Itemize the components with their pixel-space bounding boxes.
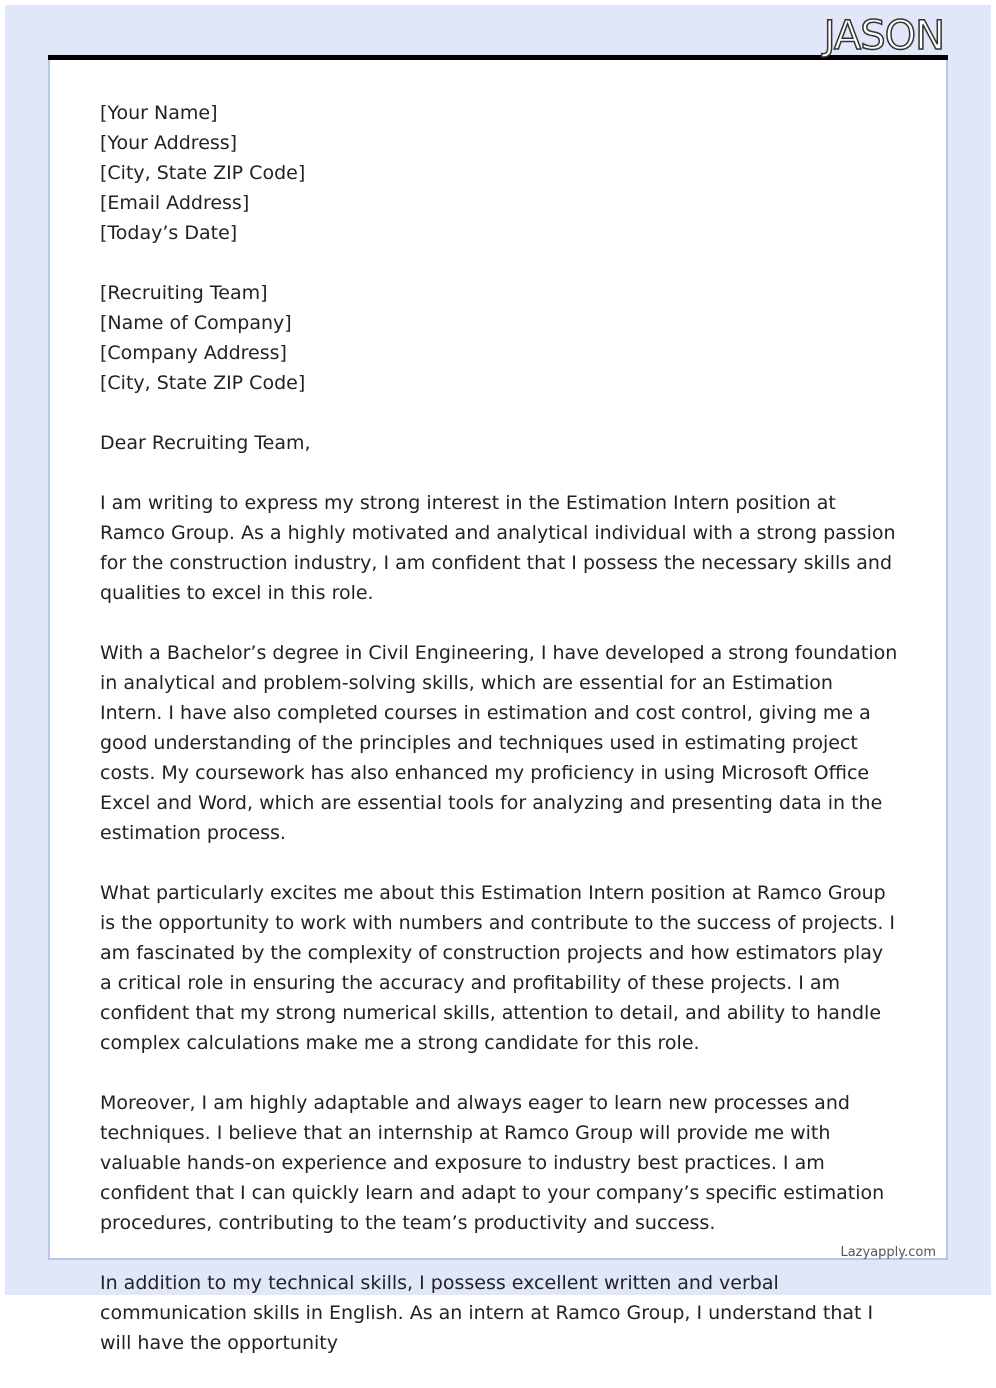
body-paragraph-4: Moreover, I am highly adaptable and always eager to learn new processes and techniques. I believe that an internship at Ramco Group will provide me with valuable hands-on experience and exposure to industry best practices. I am confident that I can quickly learn and adapt to your company’s specific estimation procedures, contributing to the team’s productivity and success.: [100, 1092, 885, 1234]
spacer: [100, 248, 900, 278]
header-rule: [48, 55, 948, 60]
recipient-company: [Name of Company]: [100, 312, 292, 334]
brand-logo: JASON: [823, 13, 944, 59]
footer-watermark: Lazyapply.com: [840, 1245, 936, 1260]
sender-address: [Your Address]: [100, 132, 238, 154]
spacer: [100, 398, 900, 428]
recipient-block: [100, 278, 900, 398]
body-paragraph-2: With a Bachelor’s degree in Civil Engineering, I have developed a strong foundation in analytical and problem-solving skills, which are essential for an Estimation Intern. I have also completed courses in estimation and cost control, giving me a good understanding of the principles and techniques used in estimating project costs. My coursework has also enhanced my proficiency in using Microsoft Office Excel and Word, which are essential tools for analyzing and presenting data in the estimation process.: [100, 642, 898, 844]
body-paragraph-5: In addition to my technical skills, I possess excellent written and verbal communication skills in English. As an intern at Ramco Group, I understand that I will have the opportunity: [100, 1272, 874, 1354]
recipient-team: [Recruiting Team]: [100, 282, 268, 304]
sender-block: [100, 98, 900, 248]
recipient-address: [Company Address]: [100, 342, 287, 364]
cover-letter: [100, 98, 900, 1388]
sender-name: [Your Name]: [100, 102, 218, 124]
body-paragraph-3: What particularly excites me about this Estimation Intern position at Ramco Group is the opportunity to work with numbers and contribute to the success of projects. I am fascinated by the complexity of construction projects and how estimators play a critical role in ensuring the accuracy and profitability of these projects. I am confident that my strong numerical skills, attention to detail, and ability to handle complex calculations make me a strong candidate for this role.: [100, 882, 896, 1054]
salutation: Dear Recruiting Team,: [100, 432, 311, 454]
recipient-city: [City, State ZIP Code]: [100, 372, 306, 394]
sender-email: [Email Address]: [100, 192, 250, 214]
sender-city: [City, State ZIP Code]: [100, 162, 306, 184]
body-paragraph-1: I am writing to express my strong interest in the Estimation Intern position at Ramco Group. As a highly motivated and analytical individual with a strong passion for the construction industry, I am confident that I possess the necessary skills and qualities to excel in this role.: [100, 492, 896, 604]
sender-date: [Today’s Date]: [100, 222, 238, 244]
